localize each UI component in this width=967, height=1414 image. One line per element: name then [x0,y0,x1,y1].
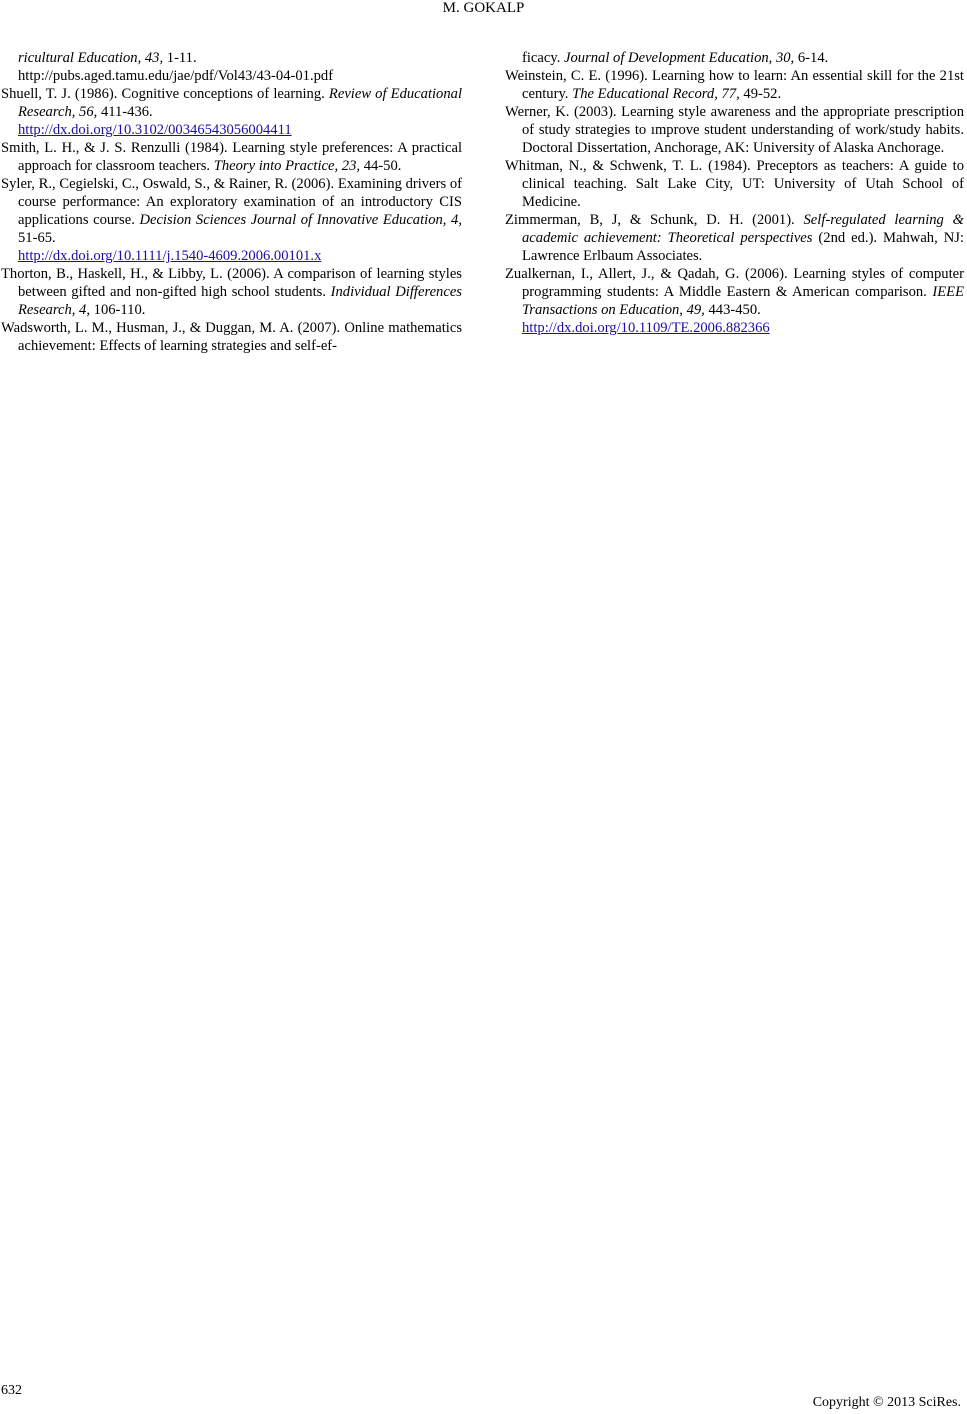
book-title: Self-regulated learning & academic achievement: Theoretical perspectives [522,212,964,246]
publisher-info: (2nd ed.). Mahwah, NJ: Lawrence Erlbaum Associates. [522,230,964,264]
reference-text: Shuell, T. J. (1986). Cognitive conceptions of learning. [1,86,329,102]
reference-text: Zualkernan, I., Allert, J., & Qadah, G. (2006). Learning styles of computer programming students: A Middle Eastern & American comparison. [505,266,964,300]
journal-title: IEEE Transactions on Education, 49, [522,284,964,318]
reference-entry [505,103,964,157]
reference-text: ficacy. [522,50,564,66]
pages: 411-436. [97,104,153,120]
journal-title: Review of Educational Research, 56, [18,86,462,120]
references-right-column [505,49,964,337]
pages: 49-52. [739,86,782,102]
reference-text: Wadsworth, L. M., Husman, J., & Duggan, M. A. (2007). Online mathematics achievement: Effects of learning strategies and self-ef- [1,320,462,354]
doi-link[interactable]: http://dx.doi.org/10.1111/j.1540-4609.2006.00101.x [18,248,322,264]
reference-entry [1,49,462,85]
reference-text: Werner, K. (2003). Learning style awareness and the appropriate prescription of study strategies to ımprove student understanding of work/study habits. Doctoral Dissertation, Anchorage, AK: University of Alaska Anchorage. [505,104,964,156]
journal-title: Journal of Development Education, 30, [564,50,795,66]
pages: 44-50. [360,158,402,174]
reference-text: Weinstein, C. E. (1996). Learning how to learn: An essential skill for the 21st century. [505,68,964,102]
pages: 106-110. [90,302,146,318]
reference-entry [505,265,964,337]
pages: 51-65. [18,230,56,246]
reference-entry [505,157,964,211]
journal-title: The Educational Record, 77, [572,86,740,102]
reference-text: Syler, R., Cegielski, C., Oswald, S., & Rainer, R. (2006). Examining drivers of course performance: An exploratory examination of an introductory CIS applications course. [1,176,462,228]
pages: 6-14. [794,50,829,66]
pages: 443-450. [704,302,761,318]
reference-text: Zimmerman, B, J, & Schunk, D. H. (2001). [505,212,804,228]
reference-text: Smith, L. H., & J. S. Renzulli (1984). Learning style preferences: A practical approach for classroom teachers. [1,140,462,174]
journal-title: Individual Differences Research, 4, [18,284,462,318]
reference-entry [1,265,462,319]
reference-entry [505,67,964,103]
page-number: 632 [1,1383,22,1398]
reference-text: Thorton, B., Haskell, H., & Libby, L. (2006). A comparison of learning styles between gifted and non-gifted high school students. [1,266,462,300]
journal-title: ricultural Education, 43, [18,50,164,66]
references-left-column [1,49,462,355]
reference-entry [505,49,964,67]
running-header: M. GOKALP [442,0,525,16]
journal-title: Decision Sciences Journal of Innovative Education, 4, [139,212,462,228]
doi-link[interactable]: http://dx.doi.org/10.3102/00346543056004411 [18,122,292,138]
reference-entry [1,175,462,265]
reference-text: Whitman, N., & Schwenk, T. L. (1984). Preceptors as teachers: A guide to clinical teaching. Salt Lake City, UT: University of Utah School of Medicine. [505,158,964,210]
copyright-notice: Copyright © 2013 SciRes. [812,1395,961,1410]
reference-entry [1,139,462,175]
journal-title: Theory into Practice, 23, [213,158,361,174]
reference-entry [1,85,462,139]
pages: 1-11. [163,50,197,66]
reference-url: http://pubs.aged.tamu.edu/jae/pdf/Vol43/43-04-01.pdf [18,68,334,84]
reference-entry [505,211,964,265]
reference-entry [1,319,462,355]
doi-link[interactable]: http://dx.doi.org/10.1109/TE.2006.882366 [522,320,770,336]
